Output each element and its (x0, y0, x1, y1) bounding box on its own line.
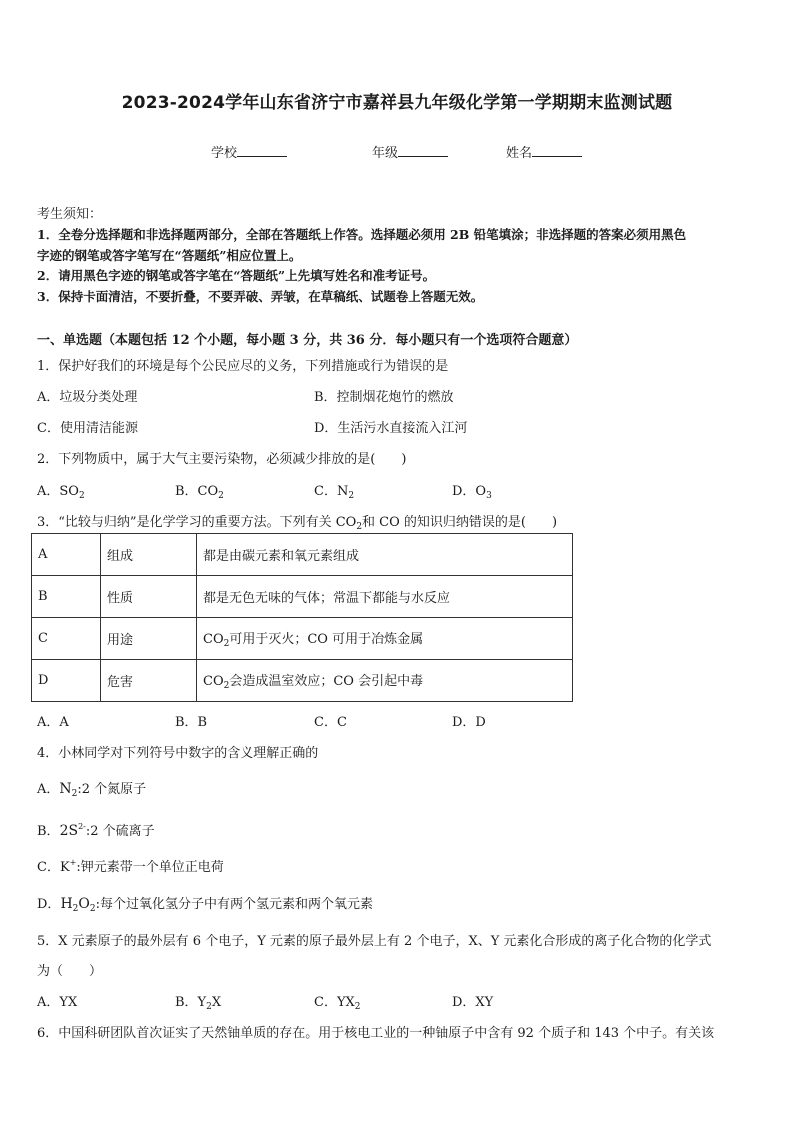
q3-option-d[interactable]: D．D (452, 715, 486, 730)
grade-field[interactable] (372, 142, 448, 161)
q4-c-sup: + (69, 858, 77, 867)
q4-option-c[interactable] (37, 856, 224, 875)
q3-option-b[interactable]: B．B (175, 715, 208, 730)
table-row (32, 576, 573, 618)
q3-stem-sub: 2 (356, 522, 363, 532)
cell-text-b: 会造成温室效应；CO 会引起中毒 (229, 674, 424, 689)
q3-stem-b: 和 CO 的知识归纳错误的是( ) (362, 515, 558, 530)
table-cell-option: B (32, 576, 101, 618)
q1-option-c[interactable]: C．使用清洁能源 (37, 421, 138, 436)
q2-a-text: A．SO (37, 484, 79, 499)
name-blank[interactable] (532, 145, 582, 157)
q2-option-c[interactable] (314, 480, 354, 501)
q4-d-sub-1: 2 (72, 904, 79, 914)
q4-b-text: :2 个硫离子 (85, 824, 155, 839)
cell-text-a: CO (203, 632, 224, 647)
q4-d-symbol-h: H (60, 896, 73, 912)
q2-d-sub: 3 (486, 491, 492, 501)
q5-b-sub: 2 (206, 1002, 212, 1012)
school-label: 学校 (211, 146, 238, 161)
table-row (32, 534, 573, 576)
q2-c-sub: 2 (348, 491, 355, 501)
table-cell-content: 都是由碳元素和氧元素组成 (197, 534, 573, 576)
q5-c-sub: 2 (354, 1002, 361, 1012)
table-cell-content: 都是无色无味的气体；常温下都能与水反应 (197, 576, 573, 618)
q4-option-b[interactable] (37, 820, 155, 839)
q2-option-b[interactable] (175, 480, 224, 501)
q5-option-b[interactable] (175, 991, 221, 1012)
table-cell-content (197, 660, 573, 702)
q5-option-d[interactable]: D．XY (452, 995, 494, 1010)
q3-knowledge-table (31, 533, 573, 702)
q4-d-sub-2: 2 (89, 904, 96, 914)
cell-sub: 2 (223, 639, 230, 649)
q5-b-text: B．Y (175, 995, 207, 1010)
table-cell-category: 组成 (101, 534, 197, 576)
q2-b-text: B．CO (175, 484, 219, 499)
table-cell-category: 危害 (101, 660, 197, 702)
q5-c-text: C．YX (314, 995, 355, 1010)
notice-line-3: 3．保持卡面清洁，不要折叠，不要弄破、弄皱，在草稿纸、试题卷上答题无效。 (37, 289, 484, 304)
table-cell-category: 用途 (101, 618, 197, 660)
grade-blank[interactable] (398, 145, 448, 157)
notice-line-1a: 1．全卷分选择题和非选择题两部分，全部在答题纸上作答。选择题必须用 2B 铅笔填涂；非选择题的答案必须用黑色 (37, 227, 687, 242)
q4-option-d[interactable] (37, 893, 373, 914)
q2-d-text: D．O (452, 484, 487, 499)
table-cell-content (197, 618, 573, 660)
section-heading: 一、单选题（本题包括 12 个小题，每小题 3 分，共 36 分．每小题只有一个选项符合题意） (37, 333, 578, 348)
q2-option-a[interactable] (37, 480, 85, 501)
q4-b-sup: 2- (78, 822, 86, 831)
q4-c-symbol: K (59, 860, 70, 875)
q5-option-c[interactable] (314, 991, 361, 1012)
q1-option-b[interactable]: B．控制烟花炮竹的燃放 (314, 390, 454, 405)
table-cell-category: 性质 (101, 576, 197, 618)
cell-sub: 2 (223, 681, 230, 691)
q2-b-sub: 2 (218, 491, 224, 501)
q5-stem-line-1: 5．X 元素原子的最外层有 6 个电子，Y 元素的原子最外层上有 2 个电子，X、Y 元素化合形成的离子化合物的化学式 (37, 934, 712, 949)
grade-label: 年级 (372, 146, 399, 161)
q2-option-d[interactable] (452, 480, 492, 501)
q4-b-prefix: B． (37, 824, 60, 839)
school-blank[interactable] (237, 145, 287, 157)
q6-stem: 6．中国科研团队首次证实了天然铀单质的存在。用于核电工业的一种铀原子中含有 92 个质子和 143 个中子。有关该 (37, 1026, 715, 1041)
q4-a-sub: 2 (71, 789, 78, 799)
q1-option-d[interactable]: D．生活污水直接流入江河 (314, 421, 468, 436)
q3-stem (37, 511, 557, 532)
notice-line-1b: 字迹的钢笔或答字笔写在“答题纸”相应位置上。 (37, 248, 302, 263)
q4-c-text: :钾元素带一个单位正电荷 (76, 860, 224, 875)
page-title: 2023-2024学年山东省济宁市嘉祥县九年级化学第一学期期末监测试题 (121, 93, 673, 113)
q2-c-text: C．N (314, 484, 349, 499)
q3-option-c[interactable]: C．C (314, 715, 347, 730)
q4-a-prefix: A． (37, 782, 60, 797)
q4-b-symbol: 2S (59, 823, 79, 839)
table-cell-option: C (32, 618, 101, 660)
cell-text-b: 可用于灭火；CO 可用于冶炼金属 (229, 632, 424, 647)
q5-stem-line-2: 为（ ） (37, 964, 103, 979)
q4-d-prefix: D． (37, 897, 61, 912)
q2-stem: 2．下列物质中，属于大气主要污染物，必须减少排放的是( ) (37, 452, 407, 467)
q4-stem: 4．小林同学对下列符号中数字的含义理解正确的 (37, 746, 319, 761)
school-field[interactable] (211, 142, 287, 161)
q5-b-tail: X (211, 995, 222, 1010)
q4-c-prefix: C． (37, 860, 60, 875)
table-cell-option: D (32, 660, 101, 702)
table-row (32, 618, 573, 660)
q1-stem: 1．保护好我们的环境是每个公民应尽的义务，下列措施或行为错误的是 (37, 359, 449, 374)
q4-d-symbol-o: O (78, 896, 90, 912)
table-cell-option: A (32, 534, 101, 576)
notice-line-2: 2．请用黑色字迹的钢笔或答字笔在“答题纸”上先填写姓名和准考证号。 (37, 268, 436, 283)
q5-option-a[interactable]: A．YX (37, 995, 78, 1010)
notice-heading: 考生须知： (37, 207, 103, 222)
q1-option-a[interactable]: A．垃圾分类处理 (37, 390, 138, 405)
q4-a-symbol: N (59, 781, 72, 797)
q2-a-sub: 2 (78, 491, 85, 501)
name-field[interactable] (506, 142, 582, 161)
q4-option-a[interactable] (37, 778, 146, 799)
q3-stem-a: 3．“比较与归纳”是化学学习的重要方法。下列有关 CO (37, 515, 357, 530)
q4-d-text: :每个过氧化氢分子中有两个氢元素和两个氧元素 (95, 897, 373, 912)
q4-a-text: :2 个氮原子 (77, 782, 147, 797)
table-row (32, 660, 573, 702)
name-label: 姓名 (506, 146, 533, 161)
cell-text-a: CO (203, 674, 224, 689)
q3-option-a[interactable]: A．A (37, 715, 69, 730)
